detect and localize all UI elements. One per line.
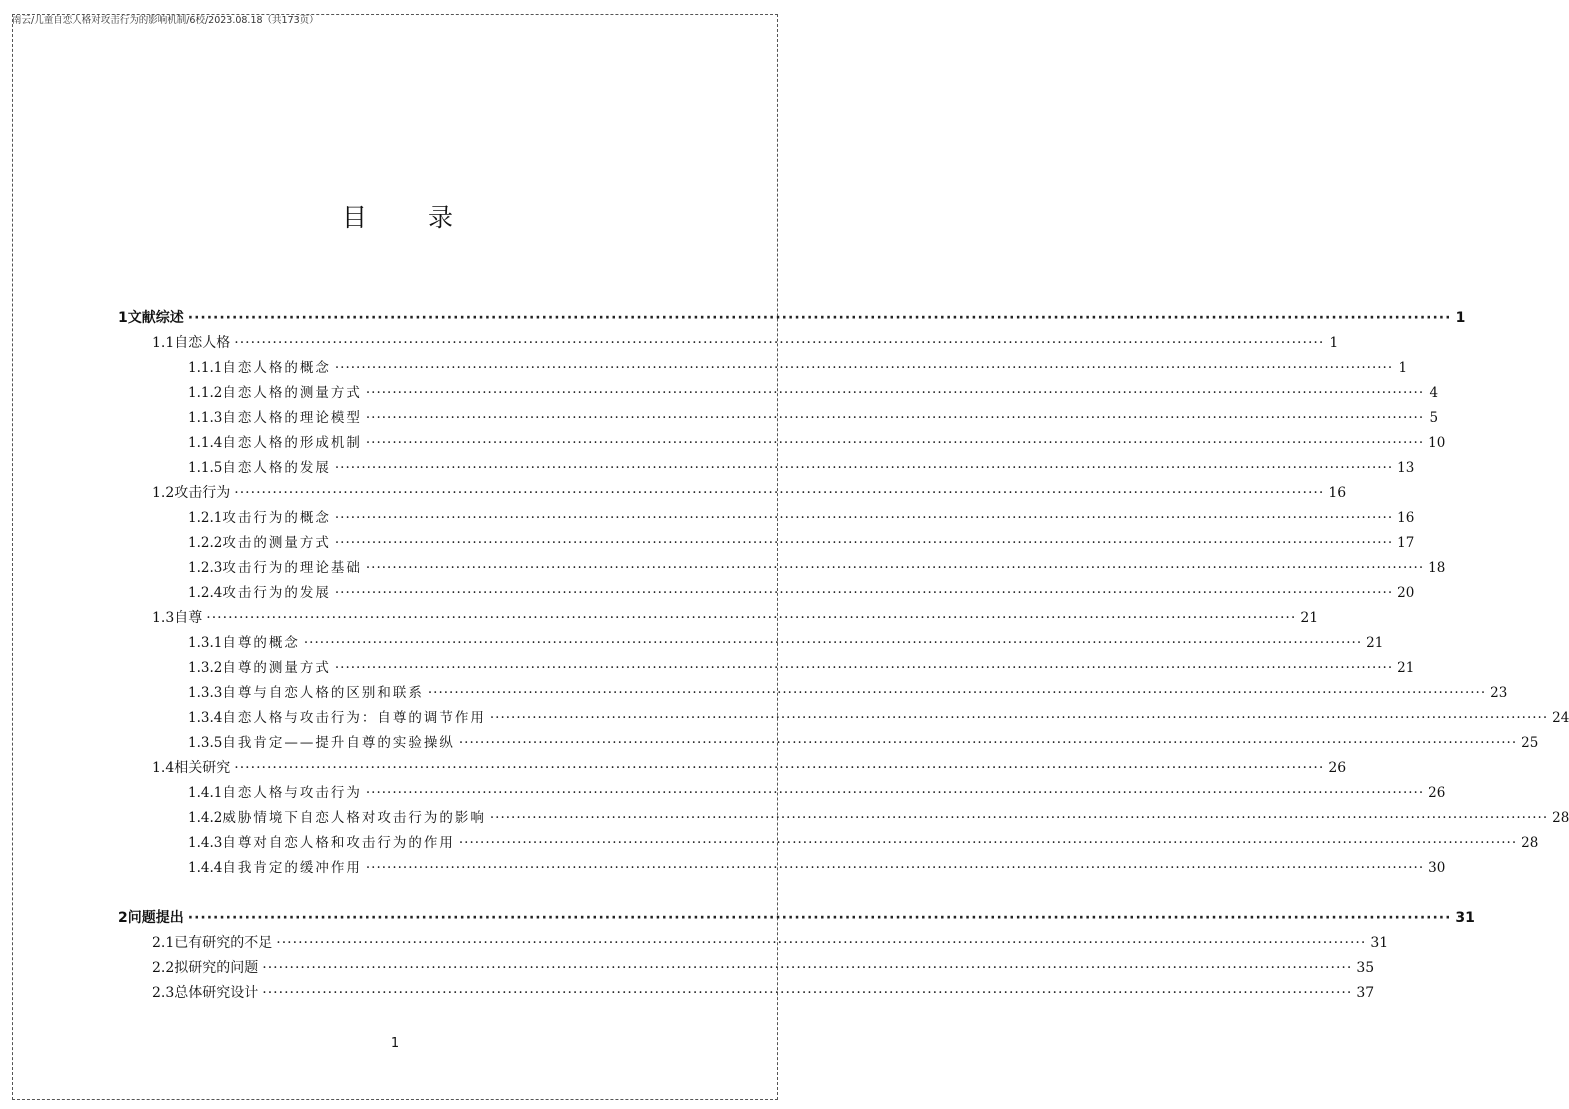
leader-dots: ········································································································································································································: [458, 835, 1518, 851]
leader-dots: ········································································································································································································: [365, 410, 1425, 426]
title-char-2: 录: [428, 203, 454, 232]
leader-dots: ········································································································································································································: [303, 635, 1363, 651]
leader-dots: ········································································································································································································: [365, 785, 1425, 801]
toc-entry-1-3-2[interactable]: 1.3.2 自尊的测量方式 ········································································································································································································ 21: [188, 656, 672, 681]
toc-entry-1-3-1[interactable]: 1.3.1 自尊的概念 ········································································································································································································ 21: [188, 631, 672, 656]
toc-entry-1-3-4[interactable]: 1.3.4 自恋人格与攻击行为：自尊的调节作用 ········································································································································································································ 24: [188, 706, 672, 731]
toc-entry-1-1-1[interactable]: 1.1.1 自恋人格的概念 ········································································································································································································ 1: [188, 356, 672, 381]
toc-entry-1-2-2[interactable]: 1.2.2 攻击的测量方式 ········································································································································································································ 17: [188, 531, 672, 556]
toc-entry-1-3-5[interactable]: 1.3.5 自我肯定——提升自尊的实验操纵 ········································································································································································································ 25: [188, 731, 672, 756]
leader-dots: ········································································································································································································: [365, 435, 1425, 451]
leader-dots: ········································································································································································································: [262, 960, 1353, 976]
leader-dots: ········································································································································································································: [334, 585, 1394, 601]
title-char-1: 目: [342, 203, 368, 232]
leader-dots: ········································································································································································································: [276, 935, 1367, 951]
leader-dots: ········································································································································································································: [206, 610, 1297, 626]
toc-entry-2-3[interactable]: 2.3 总体研究设计 ········································································································································································································ 37: [152, 981, 672, 1006]
toc-entry-1-4-1[interactable]: 1.4.1 自恋人格与攻击行为 ········································································································································································································ 26: [188, 781, 672, 806]
leader-dots: ········································································································································································································: [234, 760, 1325, 776]
leader-dots: ········································································································································································································: [365, 860, 1425, 876]
leader-dots: ········································································································································································································: [334, 510, 1394, 526]
leader-dots: ········································································································································································································: [334, 360, 1394, 376]
toc-entry-1-2-1[interactable]: 1.2.1 攻击行为的概念 ········································································································································································································ 16: [188, 506, 672, 531]
toc-entry-1-1-5[interactable]: 1.1.5 自恋人格的发展 ········································································································································································································ 13: [188, 456, 672, 481]
toc-entry-1-4-3[interactable]: 1.4.3 自尊对自恋人格和攻击行为的作用 ········································································································································································································ 28: [188, 831, 672, 856]
toc-entry-2-2[interactable]: 2.2 拟研究的问题 ········································································································································································································ 35: [152, 956, 672, 981]
toc-entry-2-1[interactable]: 2.1 已有研究的不足 ········································································································································································································ 31: [152, 931, 672, 956]
toc-entry-1-2-3[interactable]: 1.2.3 攻击行为的理论基础 ········································································································································································································ 18: [188, 556, 672, 581]
leader-dots: ········································································································································································································: [334, 460, 1394, 476]
toc-entry-1-3[interactable]: 1.3 自尊 ········································································································································································································ 21: [152, 606, 672, 631]
leader-dots: ········································································································································································································: [365, 560, 1425, 576]
toc-entry-1-2-4[interactable]: 1.2.4 攻击行为的发展 ········································································································································································································ 20: [188, 581, 672, 606]
toc-entry-1-1-4[interactable]: 1.1.4 自恋人格的形成机制 ········································································································································································································ 10: [188, 431, 672, 456]
toc-entry-1-4[interactable]: 1.4 相关研究 ········································································································································································································ 26: [152, 756, 672, 781]
leader-dots: ········································································································································································································: [427, 685, 1487, 701]
leader-dots: ········································································································································································································: [489, 810, 1549, 826]
leader-dots: ········································································································································································································: [489, 710, 1549, 726]
toc-entry-1-1-3[interactable]: 1.1.3 自恋人格的理论模型 ········································································································································································································ 5: [188, 406, 672, 431]
leader-dots: ········································································································································································································: [365, 385, 1425, 401]
toc-entry-1[interactable]: 1 文献综述 ········································································································································································································ 1: [118, 306, 672, 331]
toc-entry-1-1-2[interactable]: 1.1.2 自恋人格的测量方式 ········································································································································································································ 4: [188, 381, 672, 406]
leader-dots: ········································································································································································································: [458, 735, 1518, 751]
leader-dots: ········································································································································································································: [262, 985, 1353, 1001]
leader-dots: ········································································································································································································: [187, 910, 1452, 926]
running-header: 南云/儿童自恋人格对攻击行为的影响机制/6校/2023.08.18（共173页）: [12, 15, 319, 26]
toc-entry-2[interactable]: 2 问题提出 ········································································································································································································ 31: [118, 906, 672, 931]
page-number: 1: [390, 1036, 400, 1051]
leader-dots: ········································································································································································································: [334, 535, 1394, 551]
toc-entry-1-1[interactable]: 1.1 自恋人格 ········································································································································································································ 1: [152, 331, 672, 356]
toc-entry-1-4-2[interactable]: 1.4.2 威胁情境下自恋人格对攻击行为的影响 ········································································································································································································ 28: [188, 806, 672, 831]
leader-dots: ········································································································································································································: [334, 660, 1394, 676]
toc-entry-1-2[interactable]: 1.2 攻击行为 ········································································································································································································ 16: [152, 481, 672, 506]
leader-dots: ········································································································································································································: [234, 335, 1325, 351]
leader-dots: ········································································································································································································: [187, 310, 1452, 326]
toc-entry-1-3-3[interactable]: 1.3.3 自尊与自恋人格的区别和联系 ········································································································································································································ 23: [188, 681, 672, 706]
leader-dots: ········································································································································································································: [234, 485, 1325, 501]
toc-entry-1-4-4[interactable]: 1.4.4 自我肯定的缓冲作用 ········································································································································································································ 30: [188, 856, 672, 881]
